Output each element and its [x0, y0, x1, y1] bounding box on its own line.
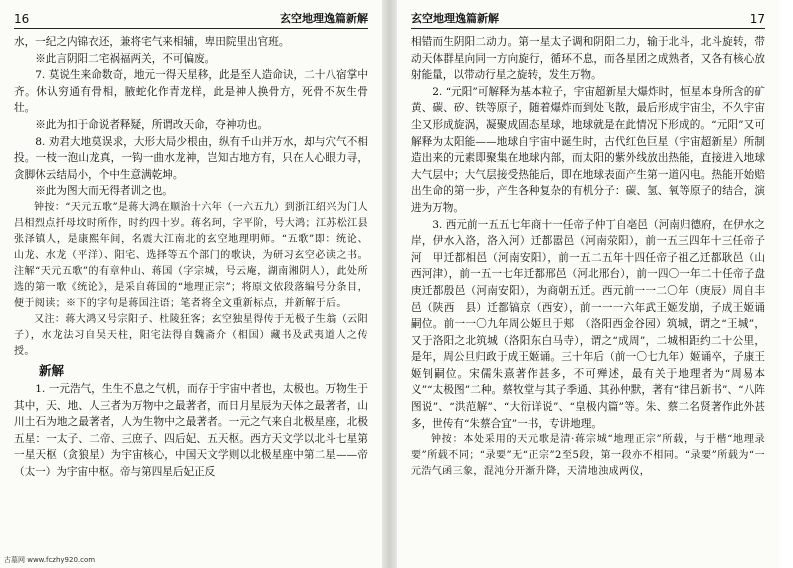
left-page-header — [14, 8, 368, 26]
watermark-footer: 古墓网 www.fczhy920.com — [4, 556, 96, 564]
left-paragraph: 8. 劝君大地莫误求，大形大局少根由，纵有千山并万水，却与穴气不相投。一枝一泡山龙真，一钩一曲水龙神，岂知古地方有，只在人心眼力寻，贪脚休云结局小，个中生意满乾坤。 — [14, 135, 368, 181]
left-paragraph: 7. 莫说生来命数奇，地元一得天星移，此是至人造命诀，二十八宿掌中齐。休认穷通有骨相，腋蛇化作青龙样，此是神人换骨方，死骨不灰生骨壮。 — [14, 69, 368, 115]
book-gutter — [382, 0, 397, 568]
left-paragraph: ※此言阴阳二宅祸福两关，不可偏废。 — [35, 52, 216, 65]
left-paragraph: ※此为图大而无得者训之也。 — [35, 185, 173, 198]
right-paragraph: 2. “元阳”可解释为基本粒子，宇宙超新星大爆炸时，恒星本身所含的矿黄、碳、矽、铁等原子，随着爆炸而到处飞散，最后形成宇宙尘，不久宇宙尘又形成旋涡，凝聚成固态星球，地球就是在此情况下形成的。“元阳”又可解释为太阳能——地球自宇宙中诞生时，古代红色巨星（宇宙超新星）所制造出来的元素即聚集在地球内部，而太阳的紫外线放出热能，直接进入地球大气层中；大气层接受热能后，即在地球表面产生第一道闪电。热能开始赔出生命的第一步，产生各种复杂的有机分子：碳、氢、氧等原子的结合，演进为万物。 — [411, 85, 765, 214]
left-header-title: 玄空地理逸篇新解 — [280, 12, 368, 25]
right-page-number: 17 — [749, 12, 765, 26]
right-commentary: 钟按：本处采用的天元歌是清·蒋宗城“地理正宗”所载，与于楷“地理录要”所载不同；“录要”无“正宗”2至5段，第一段亦不相同。“录要”所载为“一元浩气函三象，混沌分开渐升降，天清地浊成两仪， — [411, 434, 765, 478]
left-page-number: 16 — [14, 12, 30, 26]
left-paragraph: 水，一纪之内锦衣还，兼将宅气来相辅，卑田院里出官班。 — [14, 36, 290, 48]
right-page-header — [411, 8, 765, 26]
left-header-rule — [14, 28, 368, 29]
left-commentary: 又注：蒋大鸿又号宗阳子、杜陵狂客；玄空独星得传于无极子生翁（云阳子），水龙法习自吴天柱，阳宅法得自魏斋介（相国）藏书及武夷道人之传授。 — [14, 313, 368, 357]
left-page — [0, 0, 382, 568]
left-paragraph: ※此为扣于命说者释疑，所谓改天命，夺神功也。 — [35, 118, 269, 131]
right-paragraph: 相错而生阴阳二动力。第一星太子调和阴阳二力，输于北斗，北斗旋转，带动天体群星向同一方向旋行，循环不息，而各星团之成熟者，又各有核心放射能量，以带动行星之旋转，发生万物。 — [411, 36, 765, 82]
section-title: 新解 — [39, 362, 65, 378]
left-commentary: 钟按：“天元五歌”是蒋大鸿在顺治十六年（一六五九）到浙江绍兴为门人吕相烈点扦母坟时所作，时约四十岁。蒋名珂，字平阶，号大鸿；江苏松江县张泽镇人，是康熙年间，名震大江南北的玄空地理明师。“五歌”即：统论、山龙、水龙（平洋）、阳宅、选择等五个部门的歌诀，为研习玄空必读之书。注解“天元五歌”的有章仲山、蒋国（字宗城，号云庵，湖南湘阴人），此处所选的第一歌《统论》，是采自蒋国的“地理正宗”；将原文依段落编号分条目，便于阅读；※下的字句是蒋国注语；笔者将全文重新标点，并新解于后。 — [14, 201, 368, 309]
right-page — [397, 0, 779, 568]
right-paragraph: 3. 西元前一五五七年商十一任帝子仲丁自亳邑（河南归德府，在伊水之岸，伊水入洛，洛入河）迁都嚣邑（河南荥阳），前一五三四年十三任帝子河 甲迁都相邑（河南安阳），前一五二五年十四任帝子祖乙迁都耿邑（山西河津），前一五一七年迁都邢邑（河北邢台），前一四〇一年二十任帝子盘庚迁都殷邑（河南安阳），为商朝五迁。西元前一一二〇年（庚辰）周自丰邑（陕西 县）迁都镐京（西安），前一一一六年武王姬发崩，子成王姬诵嗣位。前一一〇九年周公姬旦于郏 （洛阳西金谷园）筑城，谓之“王城”，又于洛阳之北筑城（洛阳东白马寺），谓之“成周”，二城相距约二十公里，是年，周公旦归政于成王姬诵。三十年后（前一〇七九年）姬诵卒，子康王姬钊嗣位。宋儒朱熹著作甚多，不可殚述，最有关于地理者为“周易本义”“太极图”二种。蔡牧堂与其子季通、其孙仲默，著有“律吕新书”、“八阵图说”、“洪范解”、“大衍详说”、“皇极内篇”等。朱、蔡二名贤著作此外甚多，世传有“朱蔡合宜”一书，专讲地理。 — [411, 218, 765, 430]
section-paragraph: 1. 一元浩气，生生不息之气机，而存于宇宙中者也，太极也。万物生于其中，天、地、人三者为万物中之最著者，而日月星辰为天体之最著者，山川土石为地之最著者，人为生物中之最著者。一元之气来自北极星座，北极五星：一太子、二帝、三庶子、四后妃、五天枢。西方天文学以北斗七星第一星天枢（贪狼星）为宇宙核心，中国天文学则以北极星座中第二星——帝（太一）为宇宙中枢。帝与第四星后妃正反 — [14, 382, 368, 478]
right-header-rule — [411, 28, 765, 29]
right-header-title: 玄空地理逸篇新解 — [411, 12, 499, 25]
